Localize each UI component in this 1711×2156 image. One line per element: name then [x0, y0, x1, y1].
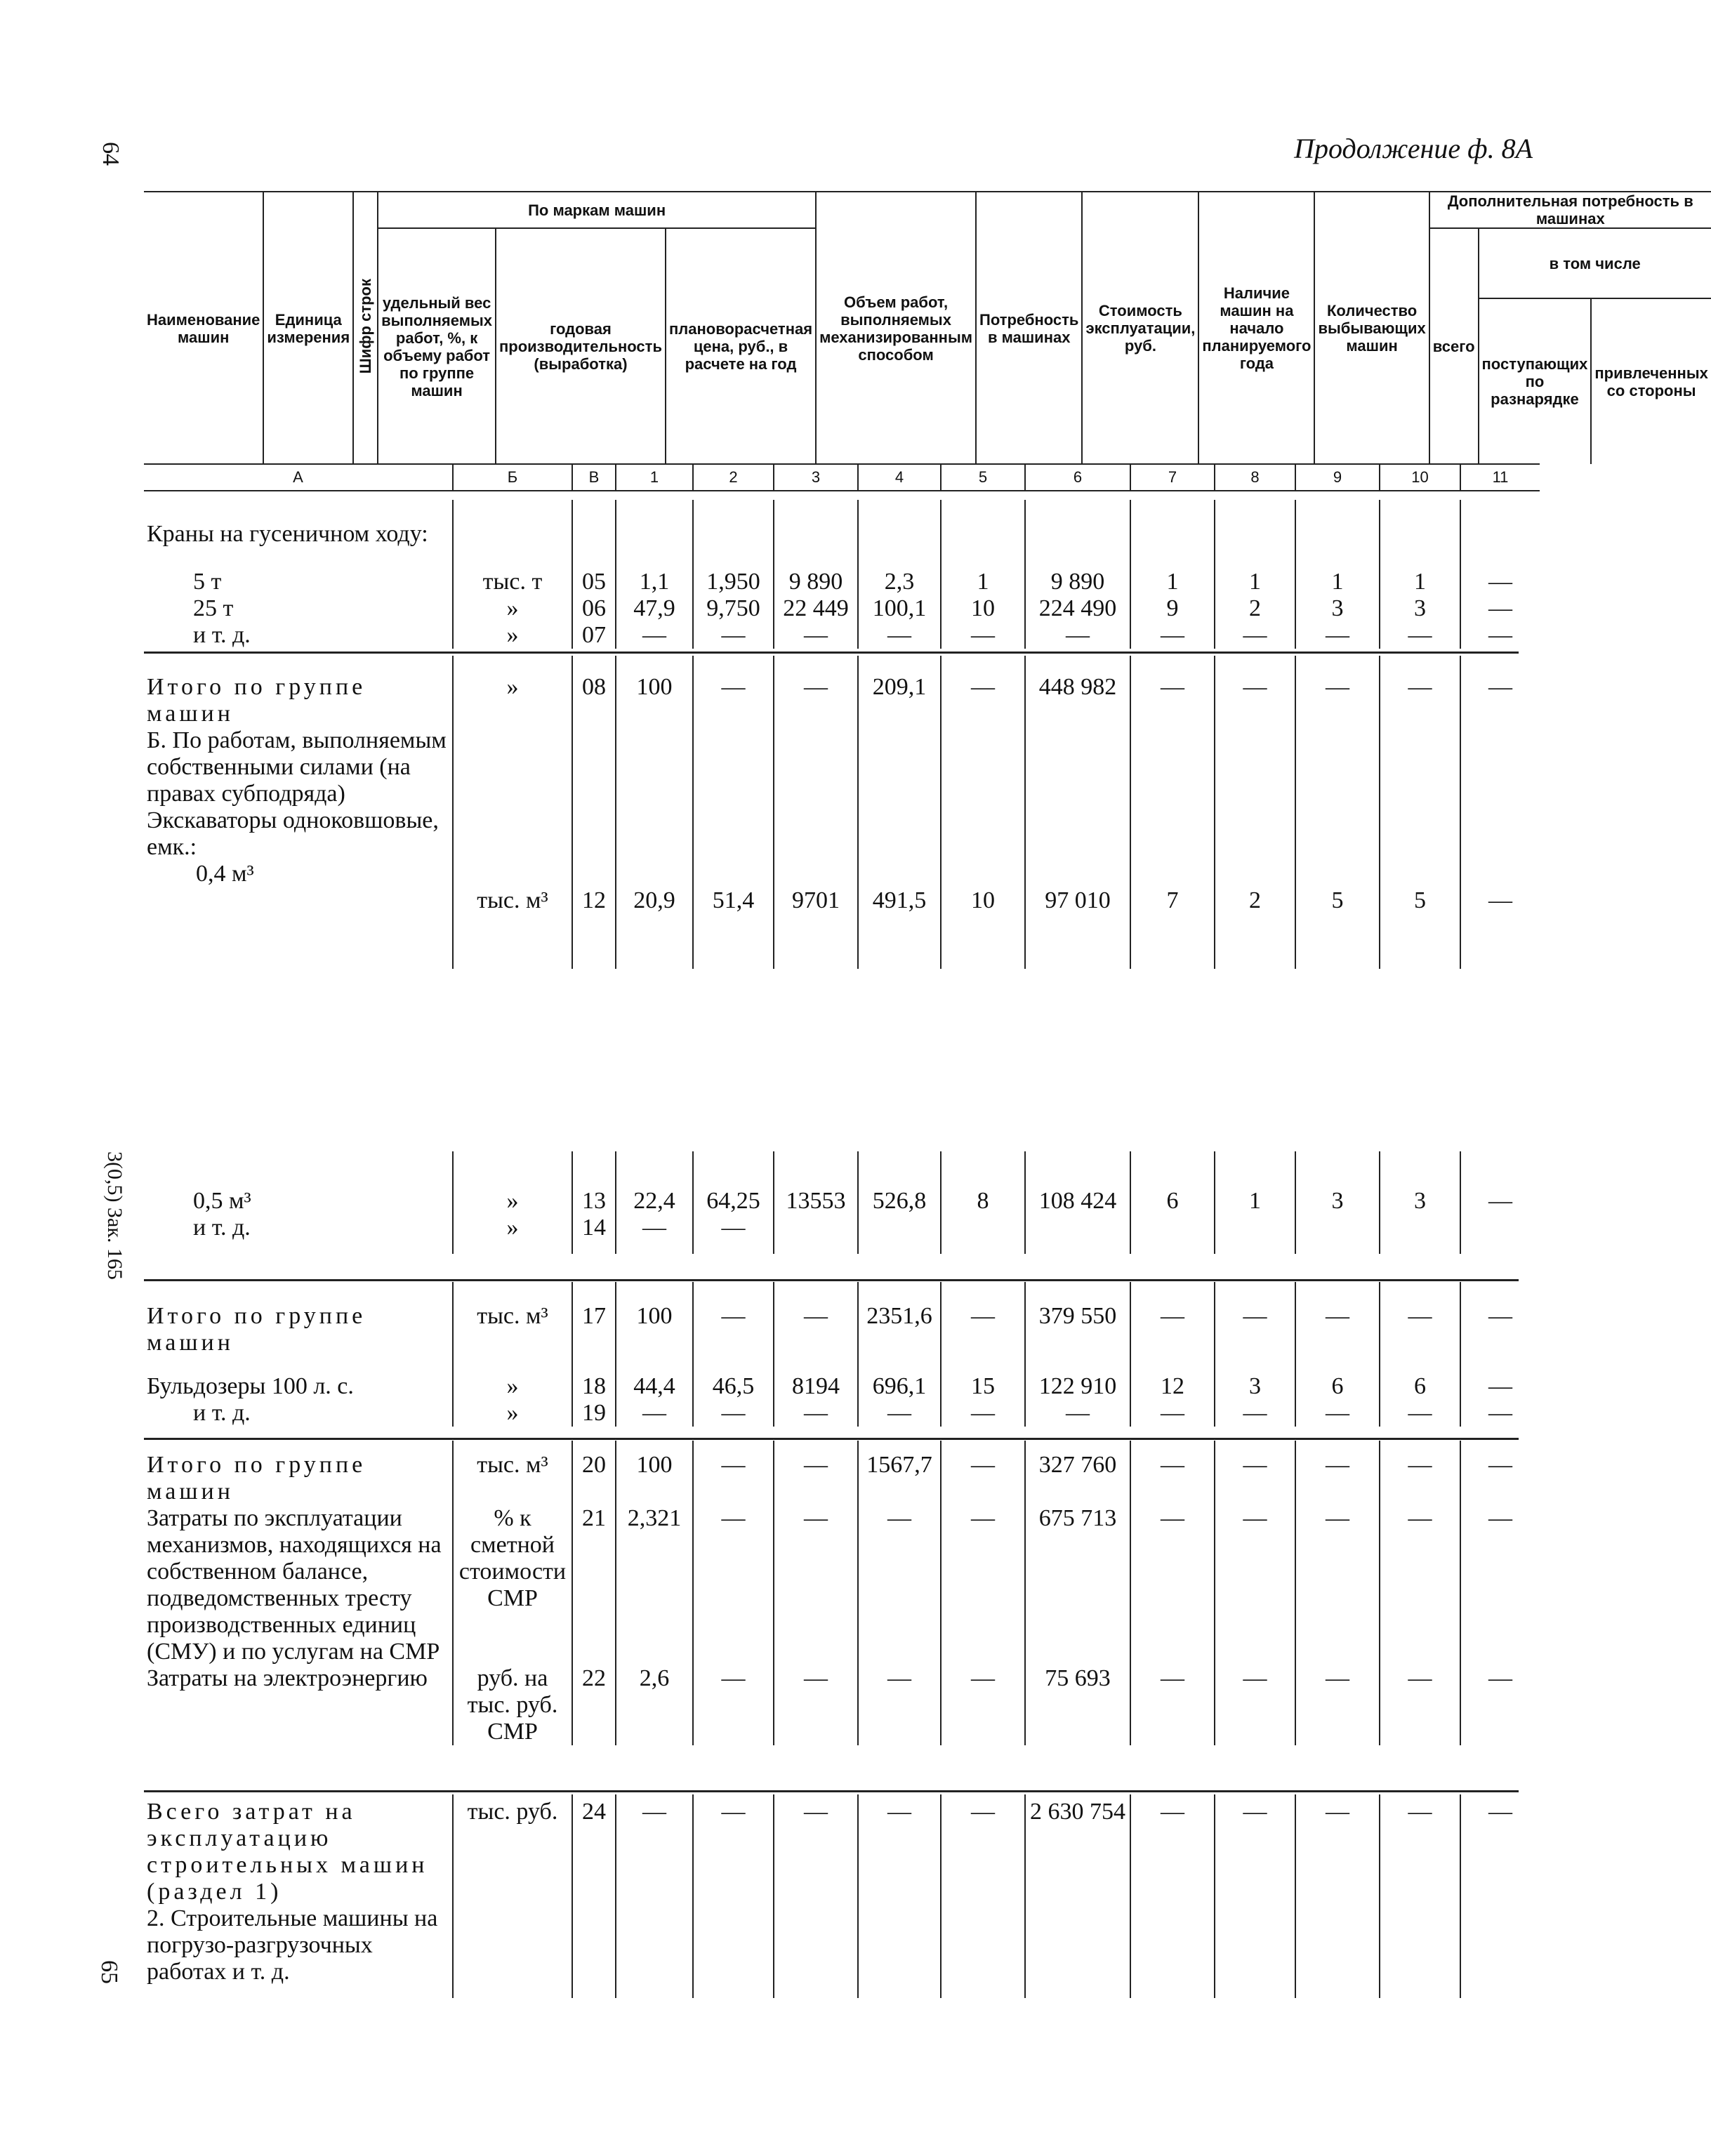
- row-code: 08: [582, 674, 606, 700]
- row-val: —: [1380, 1282, 1460, 1373]
- row-val: —: [941, 1794, 1025, 1998]
- row-val: —: [616, 1215, 693, 1254]
- header-col6: Стоимость эксплуатации, руб.: [1082, 192, 1198, 464]
- table-block-3: [144, 1151, 1540, 1254]
- row-val: —: [1460, 1505, 1540, 1665]
- row-val: —: [858, 1505, 941, 1665]
- header-col1: удельный вес выполняемых работ, %, к объему работ по группе машин: [378, 228, 496, 464]
- row-code: 20: [572, 1441, 616, 1505]
- row-name: Экскаваторы одноковшовые, емк.:: [147, 807, 439, 860]
- row-val: —: [1460, 1400, 1540, 1427]
- row-name-block: [144, 656, 453, 969]
- row-val: 675 713: [1025, 1505, 1130, 1665]
- val-cell: [774, 656, 858, 969]
- row-name: 2. Строительные машины на погрузо-разгрузочных работах и т. д.: [147, 1905, 438, 1985]
- val-cell: [1460, 656, 1540, 969]
- row-unit: »: [453, 1373, 572, 1400]
- row-name: Итого по группе машин: [147, 674, 366, 727]
- row-val: 100: [636, 674, 673, 700]
- row-val: 75 693: [1025, 1665, 1130, 1745]
- table-row: [144, 622, 1540, 649]
- val-cell: [616, 656, 693, 969]
- row-val: —: [1380, 1441, 1460, 1505]
- row-val: —: [1460, 1373, 1540, 1400]
- row-name: 25 т: [193, 595, 234, 621]
- row-val: 3: [1215, 1373, 1295, 1400]
- colnum-8: 8: [1215, 464, 1295, 491]
- row-val: —: [1130, 1505, 1215, 1665]
- table-row: [144, 500, 1540, 569]
- row-val: —: [1460, 1151, 1540, 1215]
- row-code: 21: [572, 1505, 616, 1665]
- row-val: —: [1130, 622, 1215, 649]
- table-row: [144, 1151, 1540, 1215]
- colnum-6: 6: [1025, 464, 1130, 491]
- row-name: Итого по группе машин: [147, 1452, 366, 1504]
- row-val: 526,8: [858, 1151, 941, 1215]
- row-code: 13: [572, 1151, 616, 1215]
- header-col7: Наличие машин на начало планируемого года: [1198, 192, 1314, 464]
- header-extra: Дополнительная потребность в машинах: [1429, 192, 1711, 228]
- val-cell: [1025, 656, 1130, 969]
- row-code: 17: [572, 1282, 616, 1373]
- row-val: 3: [1380, 1151, 1460, 1215]
- val-cell: [941, 656, 1025, 969]
- colnum-2: 2: [693, 464, 774, 491]
- row-val: 379 550: [1025, 1282, 1130, 1373]
- row-val: —: [693, 1282, 774, 1373]
- row-val: —: [1460, 569, 1540, 595]
- row-val: —: [1460, 1665, 1540, 1745]
- header-col5: Потребность в машинах: [976, 192, 1082, 464]
- header-col8: Количество выбывающих машин: [1314, 192, 1429, 464]
- row-val: —: [1215, 1794, 1295, 1998]
- row-val: 100,1: [858, 595, 941, 622]
- val-cell: [1215, 656, 1295, 969]
- row-val: —: [858, 1794, 941, 1998]
- row-val: —: [1215, 1400, 1295, 1427]
- row-val: 2,321: [616, 1505, 693, 1665]
- row-val: —: [1460, 1441, 1540, 1505]
- row-val: —: [1295, 1665, 1380, 1745]
- row-val: —: [774, 622, 858, 649]
- row-val: —: [941, 622, 1025, 649]
- row-unit: тыс. м³: [453, 1441, 572, 1505]
- colnum-v: В: [572, 464, 616, 491]
- header-col10: поступающих по разнарядке: [1479, 298, 1592, 464]
- row-val: —: [1161, 674, 1184, 700]
- colnum-1: 1: [616, 464, 693, 491]
- row-val: —: [1130, 1441, 1215, 1505]
- row-val: 1: [941, 569, 1025, 595]
- header-by-brand: По маркам машин: [378, 192, 816, 228]
- colnum-9: 9: [1295, 464, 1380, 491]
- row-val: 64,25: [693, 1151, 774, 1215]
- page-number-bottom: 65: [96, 1960, 122, 1984]
- row-name: Бульдозеры 100 л. с.: [147, 1373, 354, 1399]
- header-col2: годовая производительность (выработка): [496, 228, 666, 464]
- row-val: —: [1326, 674, 1349, 700]
- row-val: 448 982: [1038, 674, 1117, 700]
- row-unit: »: [453, 595, 572, 622]
- continuation-label: Продолжение ф. 8А: [1294, 133, 1533, 164]
- colnum-5: 5: [941, 464, 1025, 491]
- row-val: —: [1380, 1400, 1460, 1427]
- row-val: 1,950: [693, 569, 774, 595]
- row-val: —: [1295, 1505, 1380, 1665]
- table-row: [144, 1400, 1540, 1427]
- row-val: —: [1295, 1794, 1380, 1998]
- colnum-3: 3: [774, 464, 858, 491]
- row-val: 100: [616, 1441, 693, 1505]
- row-val: —: [1488, 887, 1512, 913]
- row-val: —: [1295, 1400, 1380, 1427]
- row-val: —: [1025, 622, 1130, 649]
- row-unit: »: [453, 1215, 572, 1254]
- table-row: [144, 1215, 1540, 1254]
- row-val: 3: [1295, 1151, 1380, 1215]
- row-name: и т. д.: [193, 622, 251, 648]
- header-name: Наименование машин: [144, 192, 263, 464]
- row-val: —: [693, 622, 774, 649]
- row-val: 15: [941, 1373, 1025, 1400]
- row-val: 1: [1380, 569, 1460, 595]
- row-val: 8194: [774, 1373, 858, 1400]
- table-row: [144, 595, 1540, 622]
- colnum-7: 7: [1130, 464, 1215, 491]
- row-val: 51,4: [712, 887, 755, 913]
- row-name: и т. д.: [193, 1215, 251, 1241]
- row-val: —: [1215, 1282, 1295, 1373]
- colnum-10: 10: [1380, 464, 1460, 491]
- row-val: —: [1295, 1441, 1380, 1505]
- header-incl: в том числе: [1479, 228, 1711, 298]
- table-row: [144, 656, 1540, 969]
- divider-line: [144, 652, 1519, 654]
- row-val: 108 424: [1025, 1151, 1130, 1215]
- row-val: 1: [1215, 1151, 1295, 1215]
- row-unit: тыс. м³: [477, 887, 548, 913]
- table-block-6: [144, 1794, 1540, 1998]
- header-unit: Единица измерения: [263, 192, 353, 464]
- row-val: —: [858, 622, 941, 649]
- row-val: 2: [1249, 887, 1261, 913]
- row-code: 24: [572, 1794, 616, 1998]
- table-block-4: [144, 1282, 1540, 1427]
- row-val: 8: [941, 1151, 1025, 1215]
- column-numbers: [144, 463, 1540, 491]
- row-val: —: [693, 1400, 774, 1427]
- row-code: 05: [572, 569, 616, 595]
- row-val: 44,4: [616, 1373, 693, 1400]
- row-val: 327 760: [1025, 1441, 1130, 1505]
- row-unit: тыс. т: [453, 569, 572, 595]
- row-code: 12: [582, 887, 606, 913]
- row-code: 07: [572, 622, 616, 649]
- row-name: Всего затрат на эксплуатацию строительных машин (раздел 1): [147, 1799, 428, 1905]
- row-name: 0,4 м³: [196, 861, 254, 887]
- row-val: —: [941, 1505, 1025, 1665]
- row-val: 9 890: [774, 569, 858, 595]
- row-name: Затраты по эксплуатации механизмов, находящихся на собственном балансе, подведомственных тресту производственных единиц (СМУ) и по услугам на СМР: [147, 1505, 442, 1665]
- row-val: 224 490: [1025, 595, 1130, 622]
- header-col3: плановорасчетная цена, руб., в расчете на год: [666, 228, 816, 464]
- row-val: 696,1: [858, 1373, 941, 1400]
- row-val: 12: [1130, 1373, 1215, 1400]
- table-row: [144, 1794, 1540, 1998]
- divider-line: [144, 1279, 1519, 1281]
- colnum-4: 4: [858, 464, 941, 491]
- colnum-a: А: [144, 464, 453, 491]
- code-cell: [572, 656, 616, 969]
- row-val: 2: [1215, 595, 1295, 622]
- table-row: [144, 569, 1540, 595]
- row-val: 2,3: [858, 569, 941, 595]
- row-val: 6: [1130, 1151, 1215, 1215]
- row-name: Итого по группе машин: [147, 1303, 366, 1356]
- row-val: 2 630 754: [1025, 1794, 1130, 1998]
- row-unit: тыс. руб.: [453, 1794, 572, 1998]
- colnum-b: Б: [453, 464, 572, 491]
- row-val: 100: [616, 1282, 693, 1373]
- row-val: 97 010: [1045, 887, 1111, 913]
- header-code-text: Шифр строк: [357, 279, 375, 374]
- row-val: 209,1: [872, 674, 927, 700]
- row-val: —: [1380, 1665, 1460, 1745]
- row-val: —: [774, 1665, 858, 1745]
- row-val: 1: [1215, 569, 1295, 595]
- table-row: [144, 1665, 1540, 1745]
- row-unit: % к сметной стоимости СМР: [453, 1505, 572, 1665]
- row-val: 46,5: [693, 1373, 774, 1400]
- print-order-note: 3(0,5) Зак. 165: [103, 1151, 126, 1280]
- row-val: 2,6: [616, 1665, 693, 1745]
- table-row: [144, 1282, 1540, 1373]
- row-val: —: [1460, 1282, 1540, 1373]
- divider-line: [144, 1438, 1519, 1440]
- header-col9: всего: [1429, 228, 1479, 464]
- row-val: —: [941, 1282, 1025, 1373]
- row-val: 9701: [792, 887, 840, 913]
- row-val: 22 449: [774, 595, 858, 622]
- row-val: —: [1295, 1282, 1380, 1373]
- row-val: —: [774, 1794, 858, 1998]
- header-col11: привлеченных со стороны: [1591, 298, 1710, 464]
- row-val: 22,4: [616, 1151, 693, 1215]
- row-val: 5: [1414, 887, 1426, 913]
- row-name: Краны на гусеничном ходу:: [147, 521, 428, 547]
- table-block-5: [144, 1441, 1540, 1745]
- row-val: 3: [1295, 595, 1380, 622]
- row-val: —: [616, 622, 693, 649]
- row-val: 7: [1166, 887, 1179, 913]
- row-val: —: [721, 674, 746, 700]
- row-val: —: [1130, 1282, 1215, 1373]
- row-code: 06: [572, 595, 616, 622]
- row-val: 13553: [774, 1151, 858, 1215]
- table-header: [144, 191, 1711, 464]
- row-code: 19: [572, 1400, 616, 1427]
- table-row: [144, 1441, 1540, 1505]
- row-val: —: [1408, 674, 1432, 700]
- row-unit: »: [453, 622, 572, 649]
- row-val: —: [1215, 1441, 1295, 1505]
- unit-cell: [453, 656, 572, 969]
- row-val: —: [616, 1400, 693, 1427]
- table-row: [144, 1373, 1540, 1400]
- row-val: —: [774, 1400, 858, 1427]
- row-val: —: [1215, 1665, 1295, 1745]
- val-cell: [858, 656, 941, 969]
- row-val: 10: [941, 595, 1025, 622]
- row-name: и т. д.: [193, 1400, 251, 1426]
- row-val: —: [941, 1400, 1025, 1427]
- row-val: —: [693, 1441, 774, 1505]
- row-name-block: [144, 1794, 453, 1998]
- row-val: —: [774, 1282, 858, 1373]
- row-unit: »: [453, 1151, 572, 1215]
- row-val: 10: [971, 887, 995, 913]
- row-code: 22: [572, 1665, 616, 1745]
- row-val: 9,750: [693, 595, 774, 622]
- row-unit: руб. на тыс. руб. СМР: [453, 1665, 572, 1745]
- row-val: —: [693, 1505, 774, 1665]
- row-val: —: [1243, 674, 1267, 700]
- row-val: —: [1460, 622, 1540, 649]
- row-val: —: [1460, 1794, 1540, 1998]
- row-val: —: [1380, 622, 1460, 649]
- row-unit: »: [506, 674, 519, 700]
- row-val: —: [693, 1794, 774, 1998]
- row-val: 6: [1295, 1373, 1380, 1400]
- row-val: 5: [1331, 887, 1344, 913]
- row-val: —: [693, 1215, 774, 1254]
- row-name: 5 т: [193, 569, 222, 595]
- row-val: —: [1460, 595, 1540, 622]
- row-val: 9 890: [1025, 569, 1130, 595]
- page-number-top: 64: [98, 142, 124, 166]
- row-code: 18: [572, 1373, 616, 1400]
- row-val: —: [1295, 622, 1380, 649]
- row-val: —: [1215, 622, 1295, 649]
- row-val: —: [858, 1665, 941, 1745]
- row-val: 2351,6: [858, 1282, 941, 1373]
- row-val: —: [1488, 674, 1512, 700]
- colnum-11: 11: [1460, 464, 1540, 491]
- row-val: —: [774, 1505, 858, 1665]
- row-val: —: [1380, 1505, 1460, 1665]
- row-unit: »: [453, 1400, 572, 1427]
- row-val: 6: [1380, 1373, 1460, 1400]
- row-unit: тыс. м³: [453, 1282, 572, 1373]
- row-val: —: [1215, 1505, 1295, 1665]
- row-val: 47,9: [616, 595, 693, 622]
- row-val: —: [693, 1665, 774, 1745]
- row-val: —: [858, 1400, 941, 1427]
- table-row: [144, 1505, 1540, 1665]
- header-code: [353, 192, 378, 464]
- row-val: 1567,7: [858, 1441, 941, 1505]
- row-val: —: [1130, 1794, 1215, 1998]
- row-val: 1: [1295, 569, 1380, 595]
- row-name: 0,5 м³: [193, 1188, 251, 1214]
- row-val: —: [1025, 1400, 1130, 1427]
- row-name: Б. По работам, выполняемым собственными силами (на правах субподряда): [147, 727, 447, 807]
- table-block-2: [144, 656, 1540, 969]
- row-val: —: [1380, 1794, 1460, 1998]
- table-block-1: [144, 500, 1540, 649]
- row-val: 3: [1380, 595, 1460, 622]
- row-val: 1,1: [616, 569, 693, 595]
- row-val: —: [1130, 1400, 1215, 1427]
- row-val: 9: [1130, 595, 1215, 622]
- row-name: Затраты на электроэнергию: [147, 1665, 428, 1691]
- row-val: 491,5: [872, 887, 927, 913]
- row-val: 122 910: [1025, 1373, 1130, 1400]
- divider-line: [144, 1790, 1519, 1792]
- row-val: 1: [1130, 569, 1215, 595]
- row-val: —: [804, 674, 828, 700]
- row-val: 20,9: [633, 887, 675, 913]
- val-cell: [693, 656, 774, 969]
- val-cell: [1130, 656, 1215, 969]
- row-val: —: [941, 1665, 1025, 1745]
- row-val: —: [616, 1794, 693, 1998]
- header-col4: Объем работ, выполняемых механизированным способом: [816, 192, 976, 464]
- row-val: —: [941, 1441, 1025, 1505]
- row-val: —: [1130, 1665, 1215, 1745]
- row-code: 14: [572, 1215, 616, 1254]
- val-cell: [1380, 656, 1460, 969]
- row-val: —: [971, 674, 995, 700]
- row-val: —: [774, 1441, 858, 1505]
- val-cell: [1295, 656, 1380, 969]
